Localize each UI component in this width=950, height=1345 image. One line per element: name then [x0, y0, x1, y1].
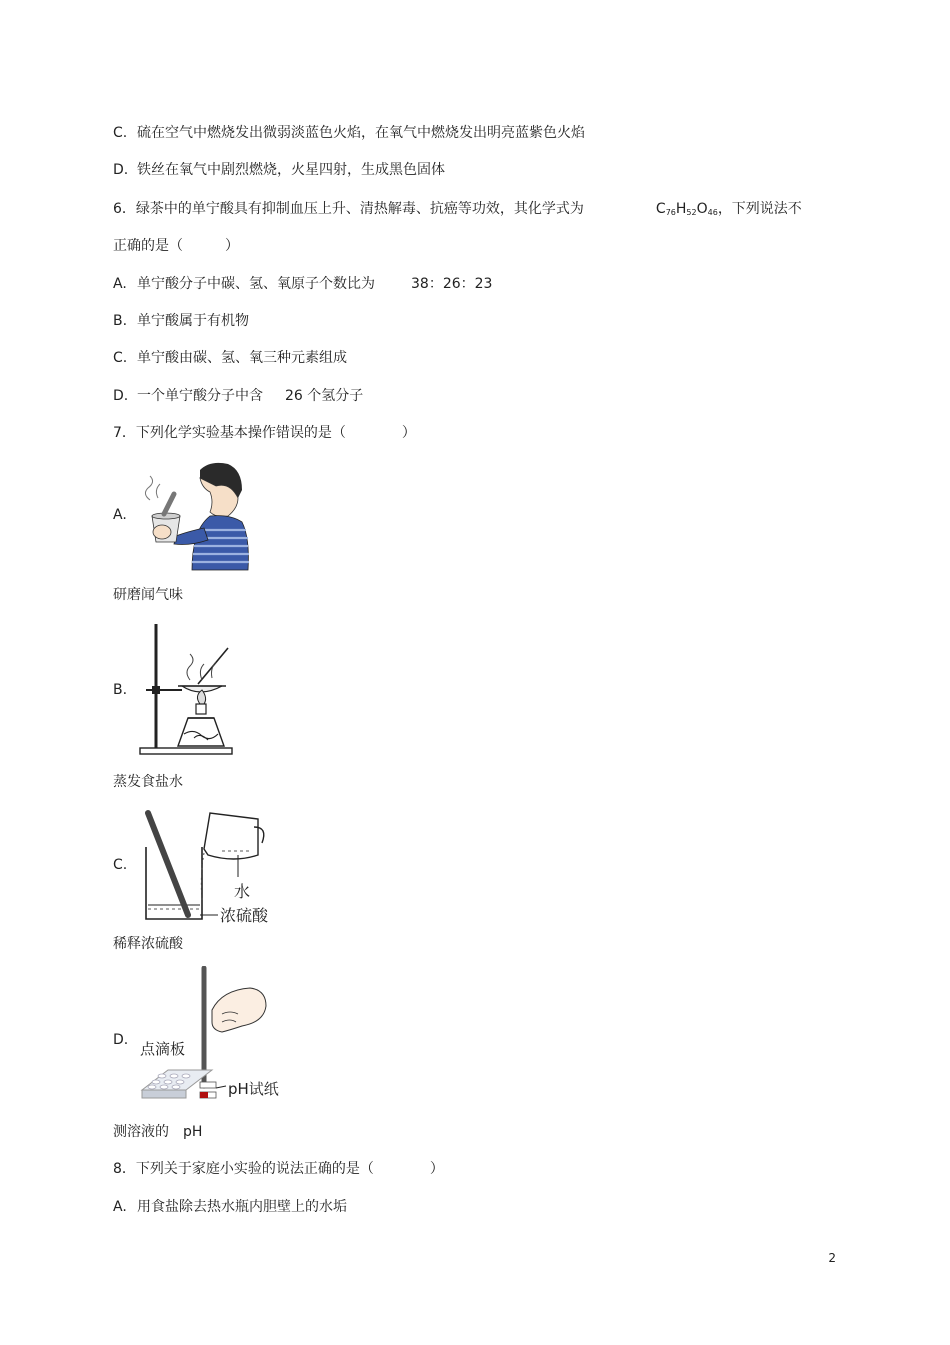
option-letter: B.	[113, 313, 128, 329]
q6-stem-line2: 正确的是（ ）	[113, 238, 239, 254]
option-letter: A.	[113, 276, 127, 292]
q8-stem: 8．下列关于家庭小实验的说法正确的是（ ）	[113, 1161, 444, 1177]
option-letter: D.	[113, 162, 129, 178]
option-extra: 26 个氢分子	[285, 388, 364, 404]
sulfuric-acid-label: 浓硫酸	[220, 906, 269, 925]
evaporation-apparatus-figure	[138, 622, 238, 758]
chemical-formula: $C_{76}H_{52}O_{46}$	[655, 201, 718, 217]
option-text: 单宁酸分子中碳、氢、氧原子个数比为	[137, 276, 375, 292]
option-text: 用食盐除去热水瓶内胆壁上的水垢	[137, 1199, 347, 1215]
q6-stem-part1: 6．绿茶中的单宁酸具有抑制血压上升、清热解毒、抗癌等功效，其化学式为	[113, 201, 584, 217]
spot-plate-label: 点滴板	[140, 1040, 186, 1058]
option-text: 一个单宁酸分子中含	[137, 388, 263, 404]
q7-option-d-caption: 测溶液的 pH	[113, 1124, 203, 1140]
q7-option-c-letter: C.	[113, 857, 128, 873]
q6-option-c	[113, 349, 347, 367]
q6-stem	[113, 200, 802, 222]
q7-option-b-caption: 蒸发食盐水	[113, 774, 183, 790]
q6-option-b	[113, 312, 249, 330]
page-number: 2	[828, 1251, 836, 1265]
q6-option-d	[113, 387, 363, 405]
q5-option-c	[113, 124, 585, 142]
q7-option-a-letter: A.	[113, 507, 127, 523]
dilute-sulfuric-acid-figure	[138, 805, 308, 927]
q7-option-c-caption: 稀释浓硫酸	[113, 936, 183, 952]
option-text: 单宁酸由碳、氢、氧三种元素组成	[137, 350, 347, 366]
q7-option-b-letter: B.	[113, 682, 128, 698]
option-letter: A.	[113, 1199, 127, 1215]
boy-smelling-figure	[138, 458, 253, 573]
measure-ph-figure	[138, 966, 288, 1110]
q5-option-d	[113, 161, 445, 179]
q7-option-a-caption: 研磨闻气味	[113, 587, 183, 603]
q6-stem-part2: ，下列说法不	[717, 201, 802, 217]
q6-option-a	[113, 275, 492, 293]
option-text: 铁丝在氧气中剧烈燃烧，火星四射，生成黑色固体	[137, 162, 445, 178]
q7-option-d-letter: D.	[113, 1032, 129, 1048]
option-letter: C.	[113, 350, 128, 366]
q7-stem: 7．下列化学实验基本操作错误的是（ ）	[113, 425, 416, 441]
option-ratio: 38：26：23	[411, 276, 493, 292]
option-letter: C.	[113, 125, 128, 141]
option-letter: D.	[113, 388, 129, 404]
option-text: 单宁酸属于有机物	[137, 313, 249, 329]
option-text: 硫在空气中燃烧发出微弱淡蓝色火焰，在氧气中燃烧发出明亮蓝紫色火焰	[137, 125, 585, 141]
water-label: 水	[234, 882, 251, 901]
q8-option-a	[113, 1198, 347, 1216]
ph-paper-label: pH试纸	[228, 1080, 279, 1098]
